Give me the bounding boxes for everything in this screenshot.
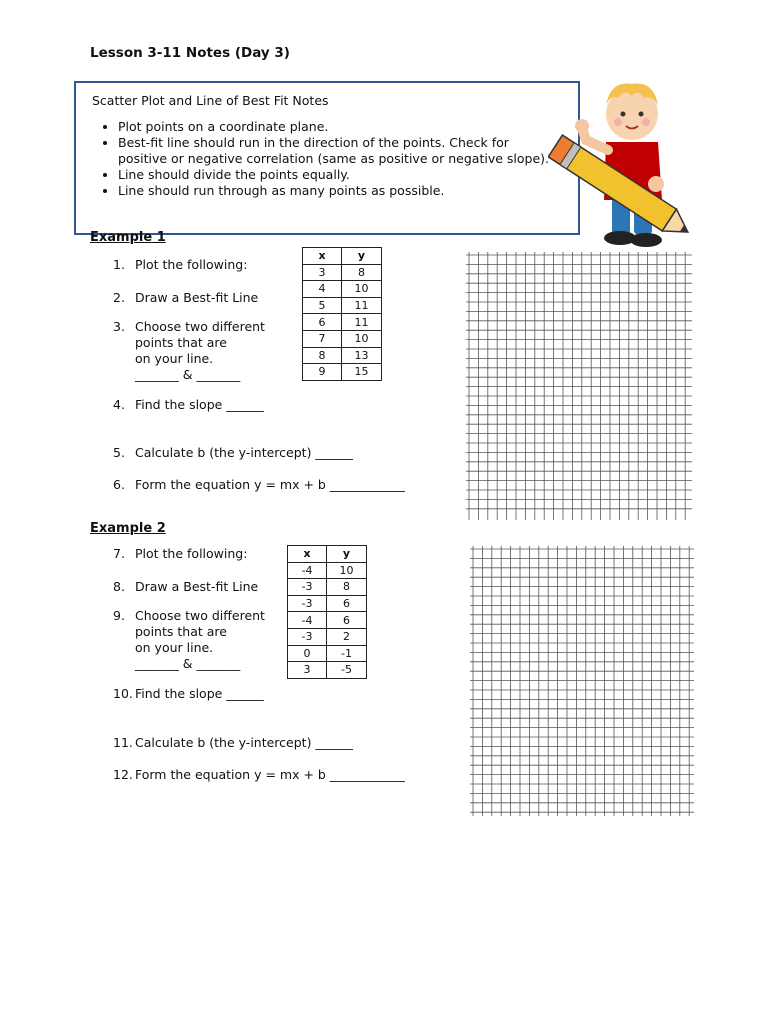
table-row: [303, 264, 382, 281]
table-cell: 11: [342, 314, 382, 331]
table-cell: -1: [327, 645, 367, 662]
step-text[interactable]: Calculate b (the y-intercept) ______: [135, 735, 353, 750]
step-text[interactable]: Find the slope ______: [135, 397, 264, 412]
notes-bullet: • Line should divide the points equally.: [118, 167, 618, 183]
ex1-data-table: [302, 247, 382, 381]
ex1-step-6: [113, 477, 443, 493]
table-header: x: [288, 546, 327, 563]
table-cell: 9: [303, 364, 342, 381]
step-number: 7.: [113, 546, 125, 561]
ex2-step-8: [113, 579, 433, 595]
table-cell: -4: [288, 612, 327, 629]
table-cell: 4: [303, 281, 342, 298]
notes-bullet: • Best-fit line should run in the direction of the points. Check for: [118, 135, 618, 151]
ex2-step-7: [113, 546, 433, 562]
table-cell: 6: [327, 612, 367, 629]
step-number: 3.: [113, 319, 125, 334]
step-text[interactable]: Form the equation y = mx + b ____________: [135, 477, 405, 492]
ex2-step-9: [113, 608, 433, 672]
step-number: 9.: [113, 608, 125, 623]
step-text[interactable]: Calculate b (the y-intercept) ______: [135, 445, 353, 460]
step-text: Plot the following:: [135, 257, 248, 272]
table-row: [303, 330, 382, 347]
table-row: [303, 314, 382, 331]
table-row: [288, 612, 367, 629]
ex1-step-1: [113, 257, 433, 273]
step-text[interactable]: Find the slope ______: [135, 686, 264, 701]
step-text: on your line.: [135, 640, 214, 655]
page-title: Lesson 3-11 Notes (Day 3): [90, 45, 290, 61]
notes-bullet: • Plot points on a coordinate plane.: [118, 119, 618, 135]
table-row: [288, 645, 367, 662]
notes-box: [74, 81, 580, 235]
table-cell: 13: [342, 347, 382, 364]
step-text[interactable]: Form the equation y = mx + b ____________: [135, 767, 405, 782]
step-number: 2.: [113, 290, 125, 305]
step-number: 8.: [113, 579, 125, 594]
step-number: 5.: [113, 445, 125, 460]
table-row: [303, 297, 382, 314]
table-cell: 5: [303, 297, 342, 314]
step-text: Plot the following:: [135, 546, 248, 561]
step-number: 1.: [113, 257, 125, 272]
table-cell: -3: [288, 628, 327, 645]
ex1-step-4: [113, 397, 433, 413]
table-header: y: [327, 546, 367, 563]
table-cell: 3: [288, 662, 327, 679]
table-header: y: [342, 248, 382, 265]
table-header: x: [303, 248, 342, 265]
table-cell: 10: [342, 330, 382, 347]
notes-heading: Scatter Plot and Line of Best Fit Notes: [92, 93, 329, 108]
table-cell: 6: [303, 314, 342, 331]
step-number: 4.: [113, 397, 125, 412]
table-cell: 8: [327, 579, 367, 596]
notes-bullet: • Line should run through as many points as possible.: [118, 183, 618, 199]
table-row: [303, 281, 382, 298]
notes-list: [92, 119, 618, 199]
step-text: points that are: [135, 335, 227, 350]
table-cell: 0: [288, 645, 327, 662]
table-row: [288, 595, 367, 612]
graph-paper-grid-1[interactable]: [466, 252, 692, 520]
ex2-step-11: [113, 735, 433, 751]
ex2-step-12: [113, 767, 443, 783]
table-row: [288, 579, 367, 596]
table-cell: 10: [342, 281, 382, 298]
notes-bullet-continuation: positive or negative correlation (same as positive or negative slope).: [118, 151, 549, 166]
table-cell: -3: [288, 579, 327, 596]
answer-blanks[interactable]: _______ & _______: [135, 656, 241, 671]
step-number: 11.: [113, 735, 133, 750]
table-cell: -3: [288, 595, 327, 612]
table-cell: 2: [327, 628, 367, 645]
answer-blanks[interactable]: _______ & _______: [135, 367, 241, 382]
table-cell: 6: [327, 595, 367, 612]
step-text: Draw a Best-fit Line: [135, 579, 259, 594]
example2-heading: Example 2: [90, 521, 166, 536]
table-cell: 8: [342, 264, 382, 281]
table-cell: 11: [342, 297, 382, 314]
step-text: points that are: [135, 624, 227, 639]
step-text: Choose two different: [135, 608, 265, 623]
table-cell: -4: [288, 562, 327, 579]
step-text: on your line.: [135, 351, 214, 366]
step-number: 10.: [113, 686, 133, 701]
step-text: Draw a Best-fit Line: [135, 290, 259, 305]
table-cell: 3: [303, 264, 342, 281]
ex2-step-10: [113, 686, 433, 702]
step-number: 12.: [113, 767, 133, 782]
example1-heading: Example 1: [90, 230, 166, 245]
table-row: [288, 662, 367, 679]
table-cell: 7: [303, 330, 342, 347]
table-row: [303, 364, 382, 381]
table-row: [288, 628, 367, 645]
table-row: [288, 562, 367, 579]
ex1-step-5: [113, 445, 433, 461]
step-number: 6.: [113, 477, 125, 492]
boy-with-pencil-icon: [548, 72, 708, 257]
table-row: [303, 347, 382, 364]
step-text: Choose two different: [135, 319, 265, 334]
table-cell: 15: [342, 364, 382, 381]
ex1-step-3: [113, 319, 433, 383]
table-cell: 10: [327, 562, 367, 579]
ex1-step-2: [113, 290, 433, 306]
graph-paper-grid-2[interactable]: [470, 546, 694, 816]
ex2-data-table: [287, 545, 367, 679]
table-cell: 8: [303, 347, 342, 364]
table-cell: -5: [327, 662, 367, 679]
